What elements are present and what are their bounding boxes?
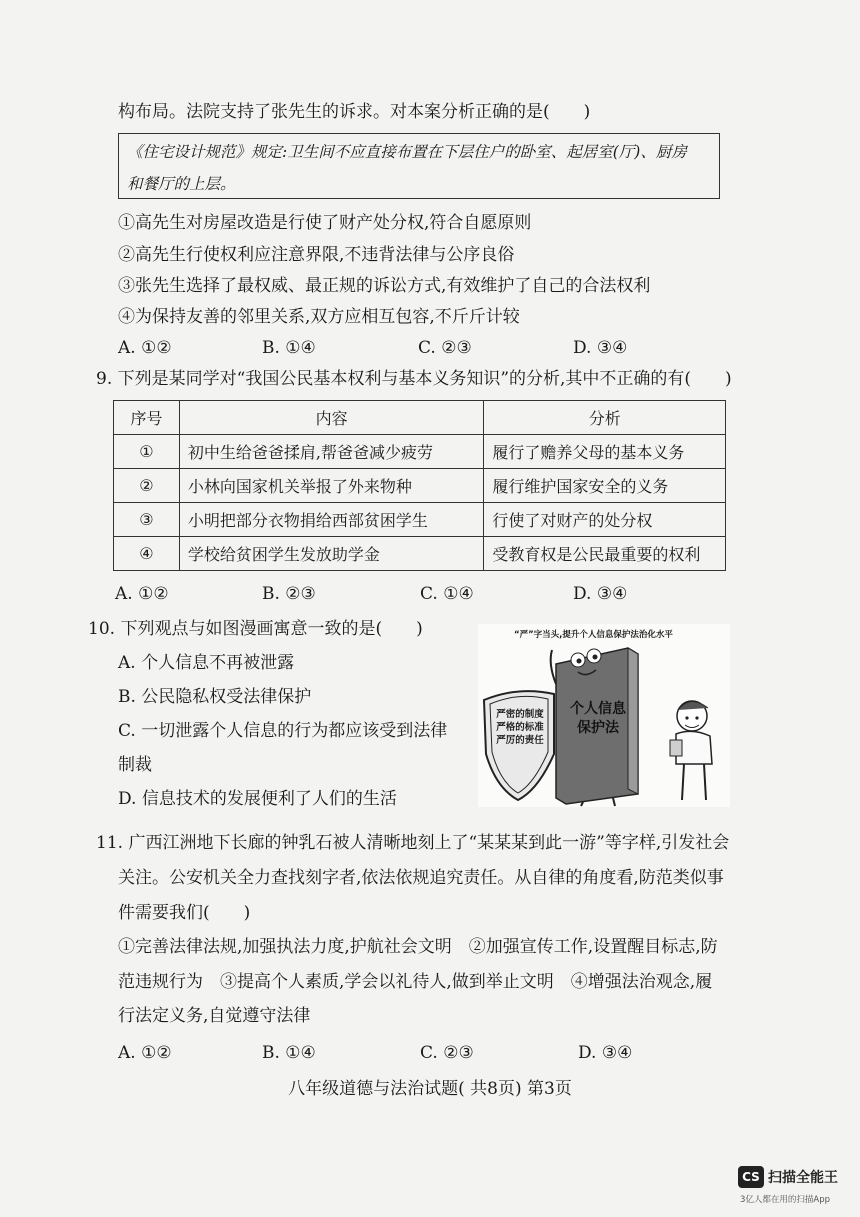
q8-material-box (118, 133, 720, 199)
shield-line: 严厉的责任 (496, 735, 544, 746)
table-row (114, 435, 726, 469)
q8-material-line: 和餐厅的上层。 (127, 175, 236, 193)
comic-shield-text (490, 708, 550, 747)
q11-line: 范违规行为 ③提高个人素质,学会以礼待人,做到举止文明 ④增强法治观念,履 (118, 972, 713, 992)
table-header: 分析 (484, 401, 726, 435)
q8-statement: ②高先生行使权利应注意界限,不违背法律与公序良俗 (118, 245, 515, 265)
q9-option-d[interactable]: D. ③④ (573, 584, 628, 604)
page-footer: 八年级道德与法治试题( 共8页) 第3页 (288, 1079, 572, 1099)
q9-stem: 9. 下列是某同学对“我国公民基本权利与基本义务知识”的分析,其中不正确的有( ) (96, 369, 732, 389)
q11-line: 关注。公安机关全力查找刻字者,依法依规追究责任。从自律的角度看,防范类似事 (118, 868, 724, 888)
table-header-row (114, 401, 726, 435)
row-number: ① (114, 435, 180, 469)
q8-material-line: 《住宅设计规范》规定:卫生间不应直接布置在下层住户的卧室、起居室(厅)、厨房 (127, 143, 687, 161)
book-line: 个人信息 (570, 701, 626, 717)
q10-option-b[interactable]: B. 公民隐私权受法律保护 (118, 687, 312, 707)
q11-option-d[interactable]: D. ③④ (578, 1043, 633, 1063)
scanner-tagline: 3亿人都在用的扫描App (740, 1195, 831, 1205)
book-line: 保护法 (577, 720, 619, 736)
q11-line: 件需要我们( ) (118, 903, 251, 923)
q8-option-a[interactable]: A. ①② (118, 338, 172, 358)
q9-option-a[interactable]: A. ①② (115, 584, 169, 604)
table-header: 序号 (114, 401, 180, 435)
q10-stem: 10. 下列观点与如图漫画寓意一致的是( ) (88, 619, 423, 639)
q8-statement: ③张先生选择了最权威、最正规的诉讼方式,有效维护了自己的合法权利 (118, 276, 651, 296)
q8-option-b[interactable]: B. ①④ (262, 338, 316, 358)
comic-book-title (566, 700, 630, 738)
q10-option-c-cont: 制裁 (118, 755, 152, 775)
q8-statement: ①高先生对房屋改造是行使了财产处分权,符合自愿原则 (118, 213, 532, 233)
q11-option-a[interactable]: A. ①② (118, 1043, 172, 1063)
shield-line: 严密的制度 (496, 709, 544, 720)
table-row (114, 537, 726, 571)
row-content: 初中生给爸爸揉肩,帮爸爸减少疲劳 (179, 435, 483, 469)
scanner-brand: 扫描全能王 (768, 1170, 838, 1186)
q8-option-c[interactable]: C. ②③ (418, 338, 472, 358)
q10-option-c[interactable]: C. 一切泄露个人信息的行为都应该受到法律 (118, 721, 448, 741)
q11-option-b[interactable]: B. ①④ (262, 1043, 316, 1063)
comic-caption: “严”字当头,提升个人信息保护法治化水平 (514, 630, 673, 640)
q10-option-a[interactable]: A. 个人信息不再被泄露 (118, 653, 295, 673)
row-analysis: 履行了赡养父母的基本义务 (484, 435, 726, 469)
q11-line: 11. 广西江洲地下长廊的钟乳石被人清晰地刻上了“某某某到此一游”等字样,引发社会 (96, 833, 730, 853)
row-content: 小林向国家机关举报了外来物种 (179, 469, 483, 503)
q10-option-d[interactable]: D. 信息技术的发展便利了人们的生活 (118, 789, 397, 809)
scanner-watermark (738, 1166, 858, 1210)
cs-logo-icon: CS (738, 1166, 764, 1188)
row-number: ② (114, 469, 180, 503)
table-row (114, 503, 726, 537)
q11-line: 行法定义务,自觉遵守法律 (118, 1006, 311, 1026)
table-row (114, 469, 726, 503)
row-number: ④ (114, 537, 180, 571)
row-number: ③ (114, 503, 180, 537)
q11-line: ①完善法律法规,加强执法力度,护航社会文明 ②加强宣传工作,设置醒目标志,防 (118, 937, 718, 957)
q8-intro-tail: 构布局。法院支持了张先生的诉求。对本案分析正确的是( ) (118, 102, 591, 122)
q8-statement: ④为保持友善的邻里关系,双方应相互包容,不斤斤计较 (118, 307, 520, 327)
q11-option-c[interactable]: C. ②③ (420, 1043, 474, 1063)
comic-illustration (478, 624, 730, 807)
shield-line: 严格的标准 (496, 722, 544, 733)
row-content: 学校给贫困学生发放助学金 (179, 537, 483, 571)
q8-option-d[interactable]: D. ③④ (573, 338, 628, 358)
q9-option-b[interactable]: B. ②③ (262, 584, 316, 604)
row-analysis: 履行维护国家安全的义务 (484, 469, 726, 503)
table-header: 内容 (179, 401, 483, 435)
row-content: 小明把部分衣物捐给西部贫困学生 (179, 503, 483, 537)
q9-option-c[interactable]: C. ①④ (420, 584, 474, 604)
row-analysis: 受教育权是公民最重要的权利 (484, 537, 726, 571)
row-analysis: 行使了对财产的处分权 (484, 503, 726, 537)
q9-table (113, 400, 726, 571)
